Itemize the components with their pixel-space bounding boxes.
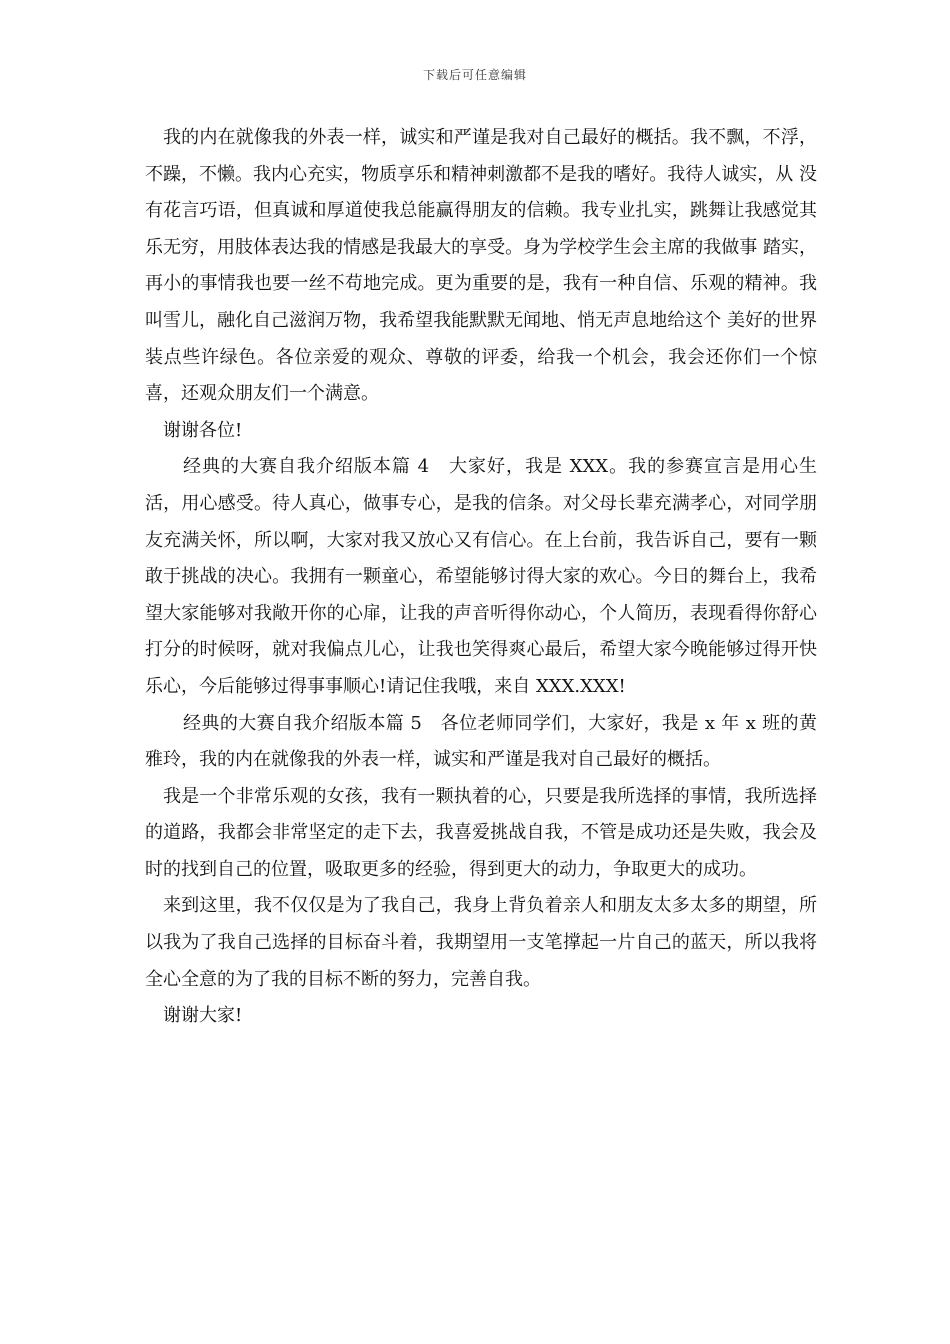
document-body — [145, 120, 817, 1035]
paragraph-optimistic-girl: 我是一个非常乐观的女孩，我有一颗执着的心，只要是我所选择的事情，我所选择的道路，我都会非常坚定的走下去，我喜爱挑战自我，不管是成功还是失败，我会及时的找到自己的位置，吸取更多的经验，得到更大的动力，争取更大的成功。 — [145, 785, 817, 880]
paragraph-thanks-all: 谢谢大家! — [163, 1005, 243, 1027]
paragraph-coming-here: 来到这里，我不仅仅是为了我自己，我身上背负着亲人和朋友太多太多的期望，所以我为了我自己选择的目标奋斗着，我期望用一支笔撑起一片自己的蓝天，所以我将全心全意的为了我的目标不断的努力，完善自我。 — [145, 895, 817, 990]
paragraph-self-description: 我的内在就像我的外表一样，诚实和严谨是我对自己最好的概括。我不飘，不浮，不躁，不懒。我内心充实，物质享乐和精神刺激都不是我的嗜好。我待人诚实，从 没有花言巧语，但真诚和厚道使我总能赢得朋友的信赖。我专业扎实，跳舞让我感觉其乐无穷，用肢体表达我的情感是我最大的享受。身为学校学生会主席的我做事 踏实，再小的事情我也要一丝不苟地完成。更为重要的是，我有一种自信、乐观的精神。我叫雪儿，融化自己滋润万物，我希望我能默默无闻地、悄无声息地给这个 美好的世界装点些许绿色。各位亲爱的观众、尊敬的评委，给我一个机会，我会还你们一个惊喜，还观众朋友们一个满意。 — [145, 127, 817, 405]
paragraph-thanks-everyone: 谢谢各位! — [163, 419, 243, 441]
page-header-note: 下载后可任意编辑 — [422, 68, 527, 82]
paragraph-version-5: 经典的大赛自我介绍版本篇 5 各位老师同学们，大家好，我是 x 年 x 班的黄雅玲，我的内在就像我的外表一样，诚实和严谨是我对自己最好的概括。 — [145, 712, 817, 771]
paragraph-version-4: 经典的大赛自我介绍版本篇 4 大家好，我是 XXX。我的参赛宣言是用心生活，用心感受。待人真心，做事专心，是我的信条。对父母长辈充满孝心，对同学朋友充满关怀，所以啊，大家对我又放心又有信心。在上台前，我告诉自己，要有一颗敢于挑战的决心。我拥有一颗童心，希望能够讨得大家的欢心。今日的舞台上，我希望大家能够对我敞开你的心扉，让我的声音听得你动心，个人简历，表现看得你舒心打分的时候呀，就对我偏点儿心，让我也笑得爽心最后，希望大家今晚能够过得开快乐心，今后能够过得事事顺心!请记住我哦，来自 XXX.XXX! — [145, 456, 817, 697]
